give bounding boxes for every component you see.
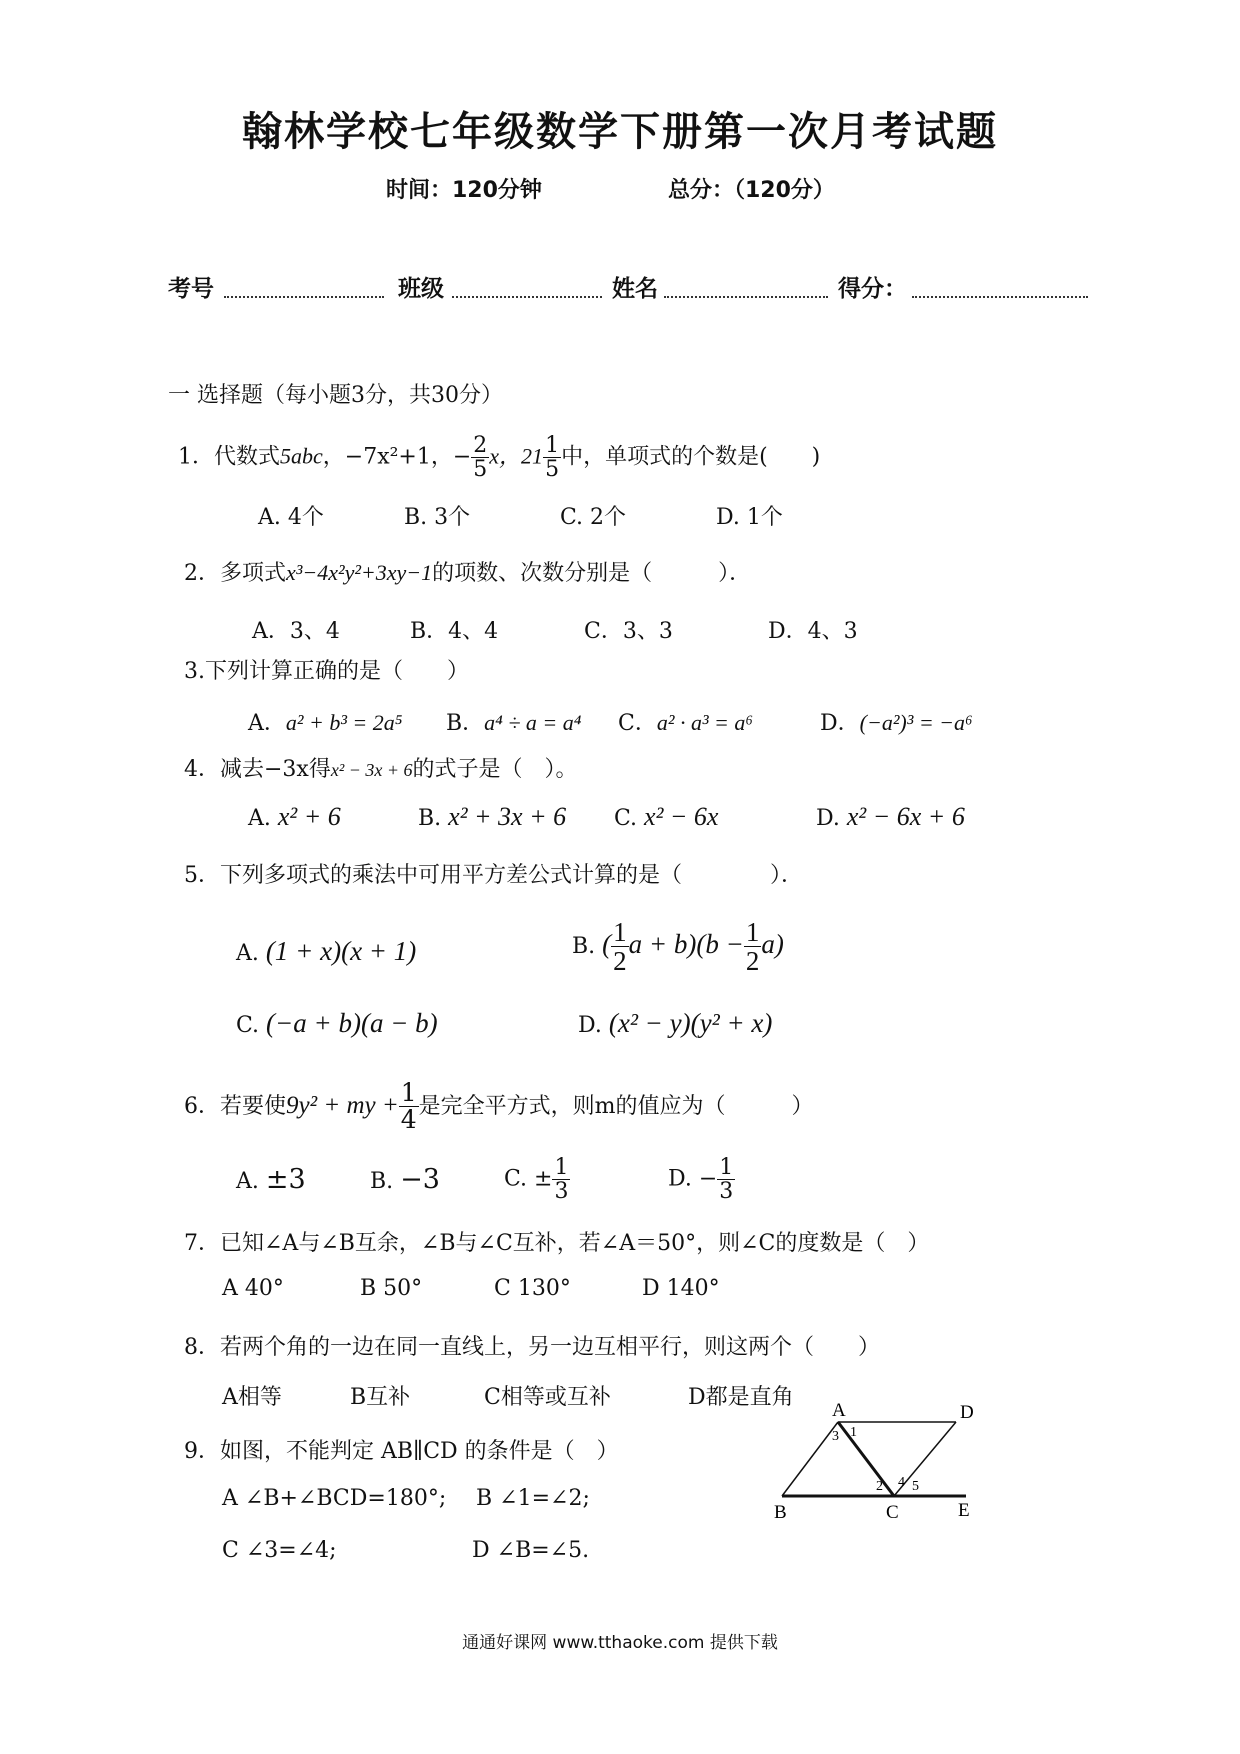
q4-option-c: C. x² − 6x [614, 802, 719, 831]
q6-option-d: D. − $\frac{1}{3}$ [668, 1155, 734, 1205]
q3-option-b: B．a⁴ ÷ a = a⁴ [446, 710, 582, 736]
angle-label-1: 1 [850, 1425, 857, 1440]
q6-option-a: A. ±3 [236, 1164, 306, 1195]
question-7: 7．已知∠A与∠B互余，∠B与∠C互补，若∠A＝50°，则∠C的度数是（ ） [184, 1231, 930, 1256]
q5-option-a: A. (1 + x)(x + 1) [236, 936, 417, 966]
label-a: A [832, 1400, 846, 1421]
question-5: 5．下列多项式的乘法中可用平方差公式计算的是（ ）． [184, 863, 803, 888]
field-score-label: 得分： [838, 276, 907, 302]
score-blank[interactable] [912, 296, 1088, 298]
exam-time: 时间：120分钟 [386, 178, 542, 203]
exam-total: 总分：（120分） [668, 178, 835, 203]
q3-option-a: A．a² + b³ = 2a⁵ [248, 710, 403, 736]
q2-option-c: C．3、3 [584, 619, 673, 644]
field-exam-number-label: 考号 [168, 276, 214, 302]
q9-option-c: C ∠3=∠4; [222, 1538, 337, 1563]
label-c: C [886, 1502, 899, 1523]
q3-option-c: C．a² · a³ = a⁶ [618, 710, 754, 736]
segment-ac [838, 1422, 894, 1496]
angle-label-5: 5 [912, 1479, 919, 1494]
q1-option-c: C. 2个 [560, 505, 627, 530]
angle-label-2: 2 [876, 1479, 883, 1494]
question-9: 9．如图，不能判定 AB∥CD 的条件是（ ） [184, 1439, 619, 1464]
q5-option-d: D. (x² − y)(y² + x) [578, 1008, 773, 1038]
q7-option-c: C 130° [494, 1276, 571, 1301]
q4-option-b: B. x² + 3x + 6 [418, 802, 567, 831]
question-2: 2．多项式x³−4x²y²+3xy−1的项数、次数分别是（ ）． [184, 560, 752, 586]
exam-number-blank[interactable] [224, 296, 384, 298]
question-6: 6．若要使9y² + my + $\frac{1}{4}$ 是完全平方式，则m的值应为（ ） [184, 1078, 814, 1135]
question-3: 3.下列计算正确的是（ ） [184, 659, 469, 684]
q8-option-a: A相等 [222, 1385, 282, 1410]
q1-option-a: A. 4个 [258, 505, 324, 530]
class-blank[interactable] [452, 296, 602, 298]
q9-option-b: B ∠1=∠2; [476, 1486, 590, 1511]
q5-option-c: C. (−a + b)(a − b) [236, 1008, 438, 1038]
q8-option-b: B互补 [350, 1385, 411, 1410]
field-name-label: 姓名 [612, 276, 658, 302]
q7-option-d: D 140° [642, 1276, 720, 1301]
parallelogram-figure [770, 1400, 990, 1530]
q8-option-c: C相等或互补 [484, 1385, 611, 1410]
question-1: 1．代数式5abc，−7x²+1，− $\frac{2}{5}$ x，21 $\frac{1}{5}$ 中，单项式的个数是( ) [178, 433, 821, 483]
label-b: B [774, 1502, 787, 1523]
q2-option-b: B．4、4 [410, 619, 499, 644]
field-class-label: 班级 [398, 276, 444, 302]
label-e: E [958, 1500, 970, 1521]
question-8: 8．若两个角的一边在同一直线上，另一边互相平行，则这两个（ ） [184, 1335, 880, 1360]
q9-option-a: A ∠B+∠BCD=180°; [222, 1486, 447, 1511]
angle-label-4: 4 [898, 1475, 905, 1490]
name-blank[interactable] [664, 296, 828, 298]
q1-option-d: D. 1个 [716, 505, 783, 530]
q9-option-d: D ∠B=∠5. [472, 1538, 590, 1563]
q8-option-d: D都是直角 [688, 1385, 794, 1410]
q6-option-c: C. ± $\frac{1}{3}$ [504, 1155, 569, 1205]
q7-option-a: A 40° [222, 1276, 284, 1301]
q2-option-d: D．4、3 [768, 619, 858, 644]
q5-option-b: B. ( $\frac{1}{2}$ a + b)(b − $\frac{1}{2}$ a) [572, 917, 784, 977]
section-heading: 一 选择题（每小题3分，共30分） [168, 383, 503, 408]
label-d: D [960, 1402, 974, 1423]
q4-option-a: A. x² + 6 [248, 802, 341, 831]
q3-option-d: D．(−a²)³ = −a⁶ [820, 710, 973, 736]
q7-option-b: B 50° [360, 1276, 423, 1301]
footer-credit: 通通好课网 www.tthaoke.com 提供下载 [462, 1633, 778, 1653]
exam-title: 翰林学校七年级数学下册第一次月考试题 [242, 109, 998, 155]
q6-option-b: B. −3 [370, 1164, 440, 1195]
angle-label-3: 3 [832, 1429, 839, 1444]
q4-option-d: D. x² − 6x + 6 [816, 802, 965, 831]
q1-option-b: B. 3个 [404, 505, 471, 530]
question-4: 4．减去−3x得x² − 3x + 6的式子是（ ）。 [184, 757, 578, 782]
q2-option-a: A．3、4 [252, 619, 340, 644]
segment-ab [782, 1422, 838, 1496]
